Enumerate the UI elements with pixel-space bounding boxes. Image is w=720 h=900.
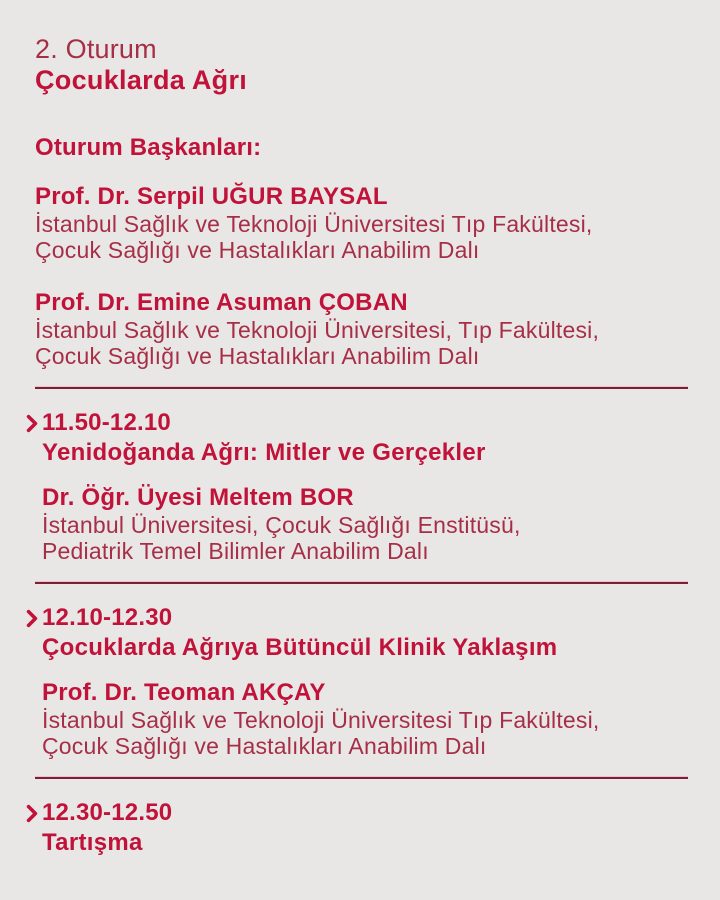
chair-affiliation-line: Çocuk Sağlığı ve Hastalıkları Anabilim Dalı xyxy=(35,343,480,369)
chair-affiliation-line: İstanbul Sağlık ve Teknoloji Üniversitesi Tıp Fakültesi, xyxy=(35,211,593,237)
session-time: 12.10-12.30 xyxy=(42,604,173,631)
talk-title: Tartışma xyxy=(42,829,143,856)
chair-name: Prof. Dr. Emine Asuman ÇOBAN xyxy=(35,289,408,316)
chair-item xyxy=(35,289,688,369)
speaker-affiliation-line: İstanbul Üniversitesi, Çocuk Sağlığı Enstitüsü, xyxy=(42,512,521,538)
chairs-heading: Oturum Başkanları: xyxy=(35,134,262,161)
page-title: Çocuklarda Ağrı xyxy=(35,65,248,95)
session-time-row xyxy=(26,604,688,632)
session-time: 12.30-12.50 xyxy=(42,799,173,826)
talk-title: Çocuklarda Ağrıya Bütüncül Klinik Yaklaşım xyxy=(42,634,558,661)
chairs-section xyxy=(35,134,688,369)
session-item xyxy=(26,409,688,564)
chair-affiliation-line: Çocuk Sağlığı ve Hastalıkları Anabilim Dalı xyxy=(35,237,480,263)
session-item xyxy=(26,604,688,759)
session-time-row xyxy=(26,799,688,827)
chevron-right-icon xyxy=(26,804,38,823)
section-divider xyxy=(35,386,688,389)
speaker-affiliation-line: İstanbul Sağlık ve Teknoloji Üniversitesi Tıp Fakültesi, xyxy=(42,707,600,733)
chair-item xyxy=(35,183,688,263)
session-header xyxy=(35,34,688,96)
session-time: 11.50-12.10 xyxy=(42,409,171,436)
chair-name: Prof. Dr. Serpil UĞUR BAYSAL xyxy=(35,183,388,210)
speaker-name: Prof. Dr. Teoman AKÇAY xyxy=(42,679,326,706)
talk-title: Yenidoğanda Ağrı: Mitler ve Gerçekler xyxy=(42,439,486,466)
chevron-right-icon xyxy=(26,414,38,433)
speaker-affiliation-line: Pediatrik Temel Bilimler Anabilim Dalı xyxy=(42,538,429,564)
speaker-name: Dr. Öğr. Üyesi Meltem BOR xyxy=(42,484,354,511)
section-divider xyxy=(35,581,688,584)
session-time-row xyxy=(26,409,688,437)
speaker-item xyxy=(42,484,688,564)
session-number: 2. Oturum xyxy=(35,34,157,64)
session-item xyxy=(26,799,688,857)
speaker-item xyxy=(42,679,688,759)
chair-affiliation-line: İstanbul Sağlık ve Teknoloji Üniversitesi, Tıp Fakültesi, xyxy=(35,317,600,343)
section-divider xyxy=(35,776,688,779)
chevron-right-icon xyxy=(26,609,38,628)
speaker-affiliation-line: Çocuk Sağlığı ve Hastalıkları Anabilim Dalı xyxy=(42,733,487,759)
